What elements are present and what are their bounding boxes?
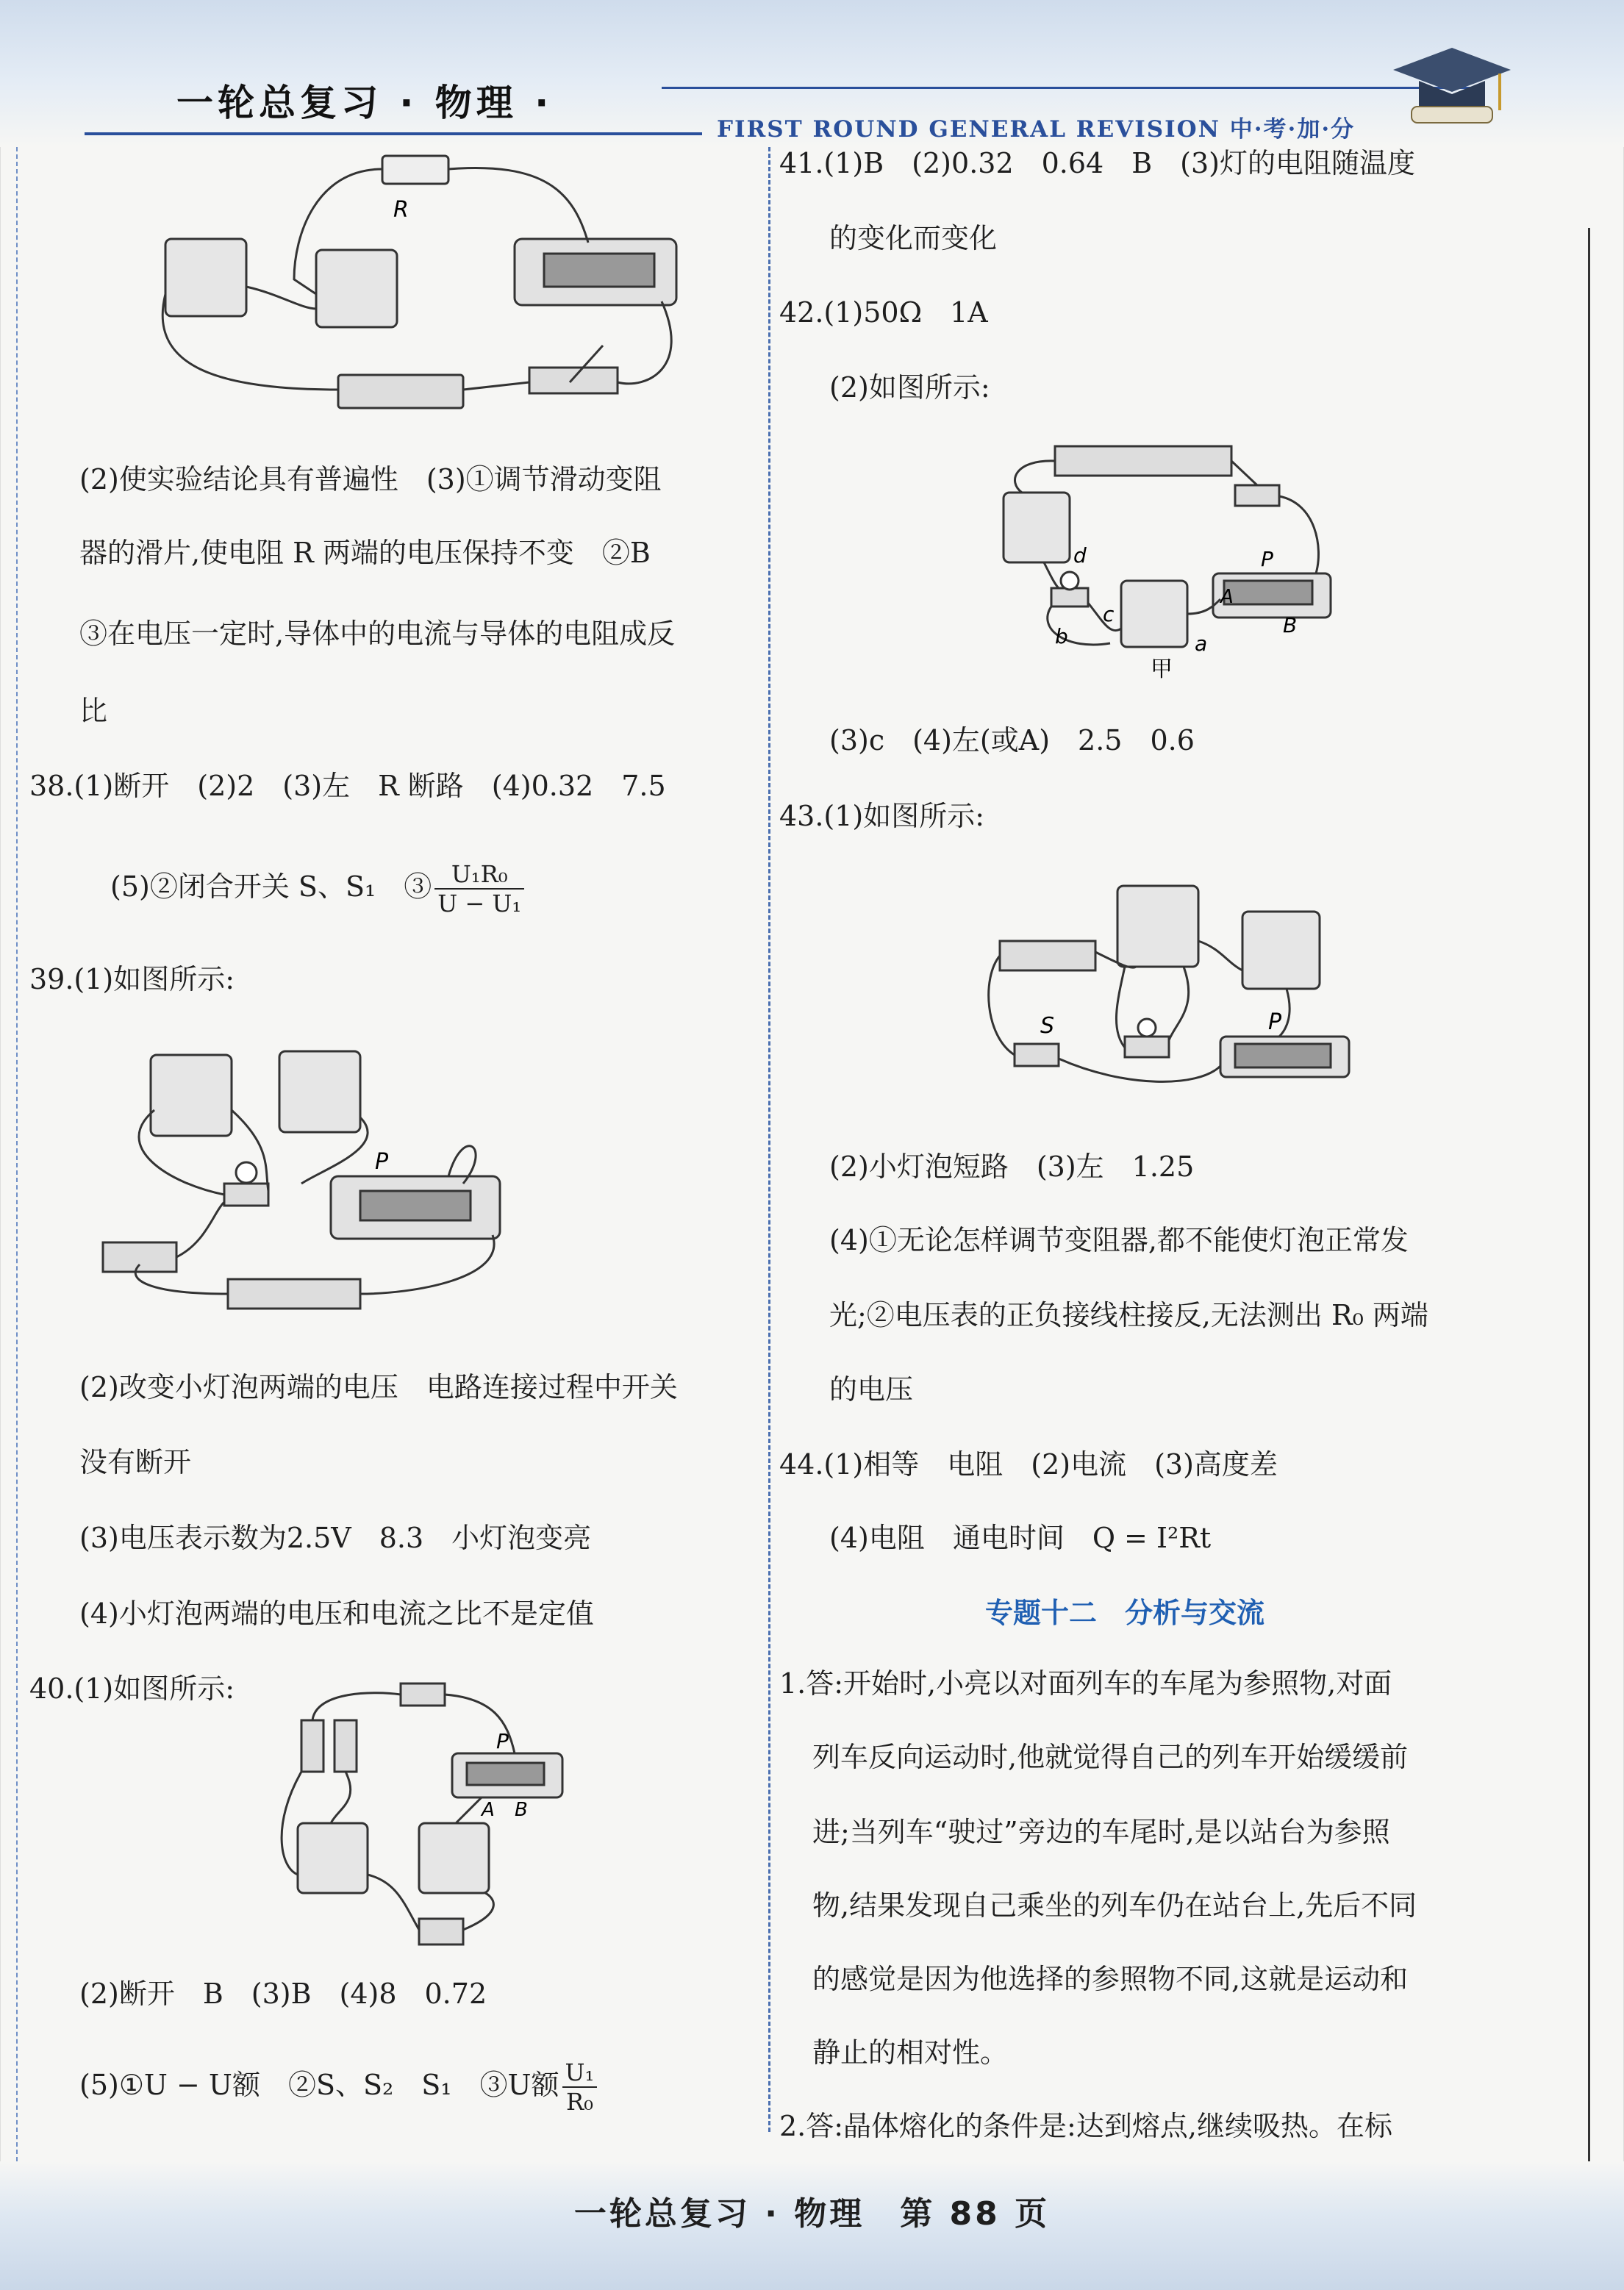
q41-line2: 的变化而变化 xyxy=(829,222,998,254)
fig39-label-P: P xyxy=(375,1149,389,1175)
q43-line2: (2)小灯泡短路 (3)左 1.25 xyxy=(829,1151,1195,1183)
a1-line2: 列车反向运动时,他就觉得自己的列车开始缓缓前 xyxy=(812,1741,1409,1773)
q43-line4c: 的电压 xyxy=(829,1373,914,1406)
q38-line5-text: (5)②闭合开关 S、S₁ ③ xyxy=(110,870,432,903)
q38-frac-num: U₁R₀ xyxy=(434,860,524,890)
fig37-label-R: R xyxy=(393,197,409,223)
fig42-label-b: b xyxy=(1055,624,1068,648)
fig42-label-a: a xyxy=(1195,631,1208,656)
graduation-cap-icon xyxy=(1389,37,1514,132)
circuit-diagram-39 xyxy=(81,1037,522,1316)
q42-line3: (3)c (4)左(或A) 2.5 0.6 xyxy=(829,724,1195,756)
header-rule-right xyxy=(662,87,1470,89)
a1-line6: 静止的相对性。 xyxy=(812,2036,1009,2069)
fig42-label-d: d xyxy=(1073,543,1087,568)
q42-line2: (2)如图所示: xyxy=(829,371,990,404)
fig40-label-P: P xyxy=(496,1729,509,1753)
q39-line2b: 没有断开 xyxy=(79,1446,192,1478)
fig40-label-A: A xyxy=(482,1799,495,1821)
q39-line2: (2)改变小灯泡两端的电压 电路连接过程中开关 xyxy=(79,1371,678,1403)
q39-line3: (3)电压表示数为2.5V 8.3 小灯泡变亮 xyxy=(79,1522,592,1554)
a1-line3: 进;当列车“驶过”旁边的车尾时,是以站台为参照 xyxy=(812,1816,1390,1848)
fig42-label-c: c xyxy=(1103,602,1115,626)
q38-line5 xyxy=(110,860,527,918)
left-border xyxy=(16,147,18,2161)
q37-line1: (2)使实验结论具有普遍性 (3)①调节滑动变阻 xyxy=(79,463,662,495)
q40-line2: (2)断开 B (3)B (4)8 0.72 xyxy=(79,1978,487,2010)
column-divider xyxy=(768,147,770,2132)
fig43-label-P: P xyxy=(1268,1009,1282,1035)
fig42-label-A: A xyxy=(1220,586,1234,608)
q40-line1: 40.(1)如图所示: xyxy=(29,1672,235,1705)
q38-line1: 38.(1)断开 (2)2 (3)左 R 断路 (4)0.32 7.5 xyxy=(29,770,666,802)
q40-frac-num: U₁ xyxy=(562,2058,598,2088)
q40-fraction xyxy=(562,2058,598,2117)
q44-line4: (4)电阻 通电时间 Q = I²Rt xyxy=(829,1522,1212,1554)
header-subtitle: FIRST ROUND GENERAL REVISION 中·考·加·分 xyxy=(717,116,1356,143)
header-title: 一轮总复习 · 物理 · xyxy=(176,82,554,124)
header-rule xyxy=(85,132,702,135)
q37-line2: 器的滑片,使电阻 R 两端的电压保持不变 ②B xyxy=(79,537,651,569)
circuit-diagram-42 xyxy=(1000,437,1353,680)
fig43-label-S: S xyxy=(1040,1013,1055,1039)
fig42-label-B: B xyxy=(1283,613,1298,637)
q41-line1: 41.(1)B (2)0.32 0.64 B (3)灯的电阻随温度 xyxy=(779,147,1415,179)
fig40-label-B: B xyxy=(515,1799,528,1821)
q38-fraction xyxy=(434,860,524,918)
q39-line4: (4)小灯泡两端的电压和电流之比不是定值 xyxy=(79,1597,594,1630)
circuit-diagram-43 xyxy=(978,867,1360,1095)
q42-line1: 42.(1)50Ω 1A xyxy=(779,296,988,329)
q40-line5-text: (5)①U − U额 ②S、S₂ S₁ ③U额 xyxy=(79,2068,559,2101)
circuit-diagram-40 xyxy=(272,1676,581,1956)
q40-line5 xyxy=(79,2058,600,2117)
right-border xyxy=(1588,228,1590,2169)
q37-line4: 比 xyxy=(79,695,108,727)
q38-frac-den: U − U₁ xyxy=(437,890,522,918)
a1-line1: 1.答:开始时,小亮以对面列车的车尾为参照物,对面 xyxy=(779,1667,1392,1700)
q43-line4: (4)①无论怎样调节变阻器,都不能使灯泡正常发 xyxy=(829,1224,1409,1256)
fig42-label-P: P xyxy=(1261,547,1273,571)
fig42-caption: 甲 xyxy=(1151,656,1173,680)
a1-line4: 物,结果发现自己乘坐的列车仍在站台上,先后不同 xyxy=(812,1889,1417,1922)
section-heading: 专题十二 分析与交流 xyxy=(985,1597,1265,1629)
footer-page-label: 一轮总复习 · 物理 第 88 页 xyxy=(573,2195,1051,2233)
q43-line4b: 光;②电压表的正负接线柱接反,无法测出 R₀ 两端 xyxy=(829,1299,1428,1331)
q39-line1: 39.(1)如图所示: xyxy=(29,963,235,995)
a2-line1: 2.答:晶体熔化的条件是:达到熔点,继续吸热。在标 xyxy=(779,2110,1392,2142)
q44-line1: 44.(1)相等 电阻 (2)电流 (3)高度差 xyxy=(779,1448,1278,1481)
circuit-diagram-37 xyxy=(132,147,691,430)
q40-frac-den: R₀ xyxy=(565,2088,593,2117)
q37-line3: ③在电压一定时,导体中的电流与导体的电阻成反 xyxy=(79,618,676,650)
a1-line5: 的感觉是因为他选择的参照物不同,这就是运动和 xyxy=(812,1963,1409,1995)
q43-line1: 43.(1)如图所示: xyxy=(779,800,985,832)
